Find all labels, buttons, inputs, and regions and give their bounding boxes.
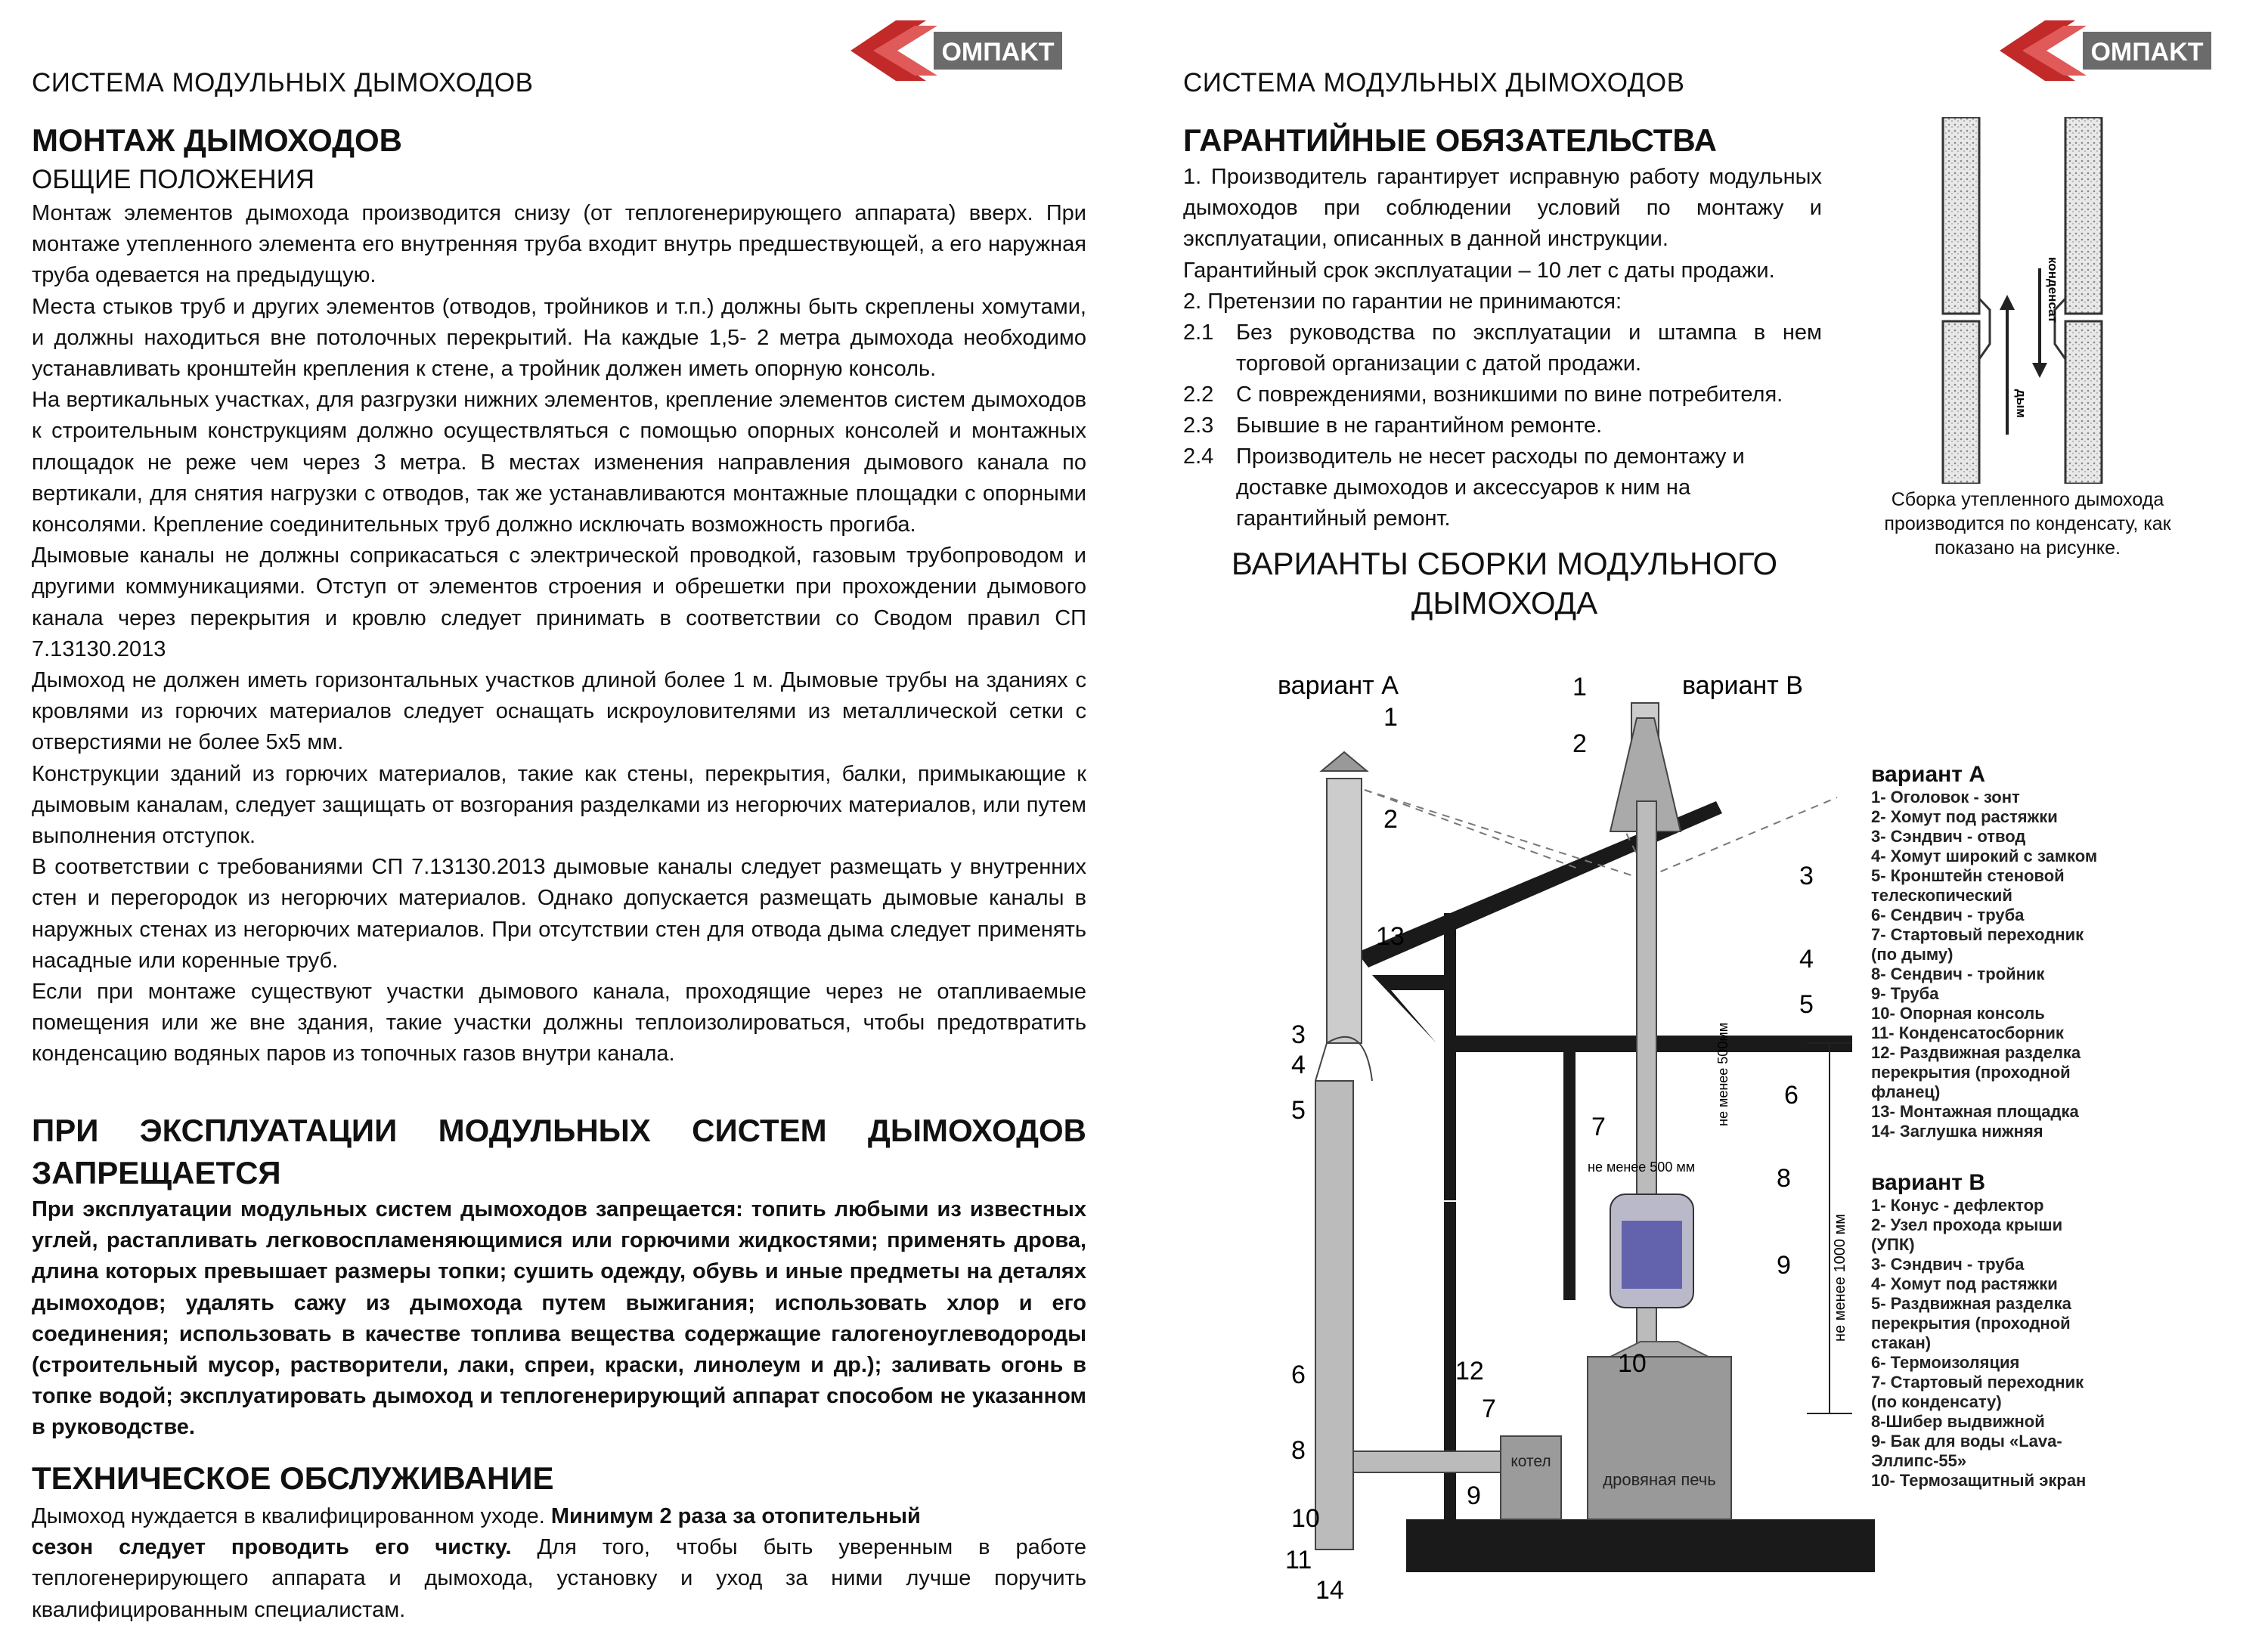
legend-item: 10- Термозащитный экран (1871, 1471, 2087, 1490)
smoke-label: дым (2014, 389, 2028, 418)
kompakt-logo-icon (1992, 17, 2219, 85)
warranty-list (1183, 162, 1822, 534)
maintenance-title: ТЕХНИЧЕСКОЕ ОБСЛУЖИВАНИЕ (32, 1460, 554, 1496)
maintenance-text (32, 1501, 1086, 1626)
variant-b-label: вариант В (1682, 671, 1803, 700)
paragraph: Дымовые каналы не должны соприкасаться с электрической проводкой, газовым трубопроводом и другими коммуникациями. Отступ от элементов строения и обрешетки при прохождении дымового канала через перекрытия и кровлю следует принимать в соответствии со Сводом правил СП 7.13130.2013 (32, 543, 1086, 661)
dim-500-horizontal: не менее 500 мм (1588, 1159, 1696, 1175)
installation-text (32, 198, 1086, 1070)
callout-a-10: 10 (1291, 1504, 1320, 1533)
paragraph: Дымоход не должен иметь горизонтальных участков длиной более 1 м. Дымовые трубы на зданиях с кровлями из горючих материалов следует оснащать искроуловителями из металлической сетки с отверстиями не более 5х5 мм. (32, 668, 1086, 755)
list-item: 2.2 С повреждениями, возникшими по вине потребителя. (1183, 382, 1783, 407)
variant-a-cap (1321, 752, 1367, 771)
callout-b-5: 5 (1799, 990, 1814, 1019)
callout-a-6: 6 (1291, 1361, 1306, 1389)
paragraph: Конструкции зданий из горючих материалов, такие как стены, перекрытия, балки, примыкающие к дымовым каналам, следует защищать от возгорания разделками из негорючих материалов, или путем выполнения отступок. (32, 761, 1086, 849)
maintenance-line1-bold: Минимум 2 раза за отопительный (550, 1504, 921, 1528)
list-item: 2.3 Бывшие в не гарантийном ремонте. (1183, 413, 1603, 438)
callout-a-2: 2 (1383, 805, 1398, 834)
variant-a-pipe (1315, 1081, 1353, 1550)
sandwich-diagram (1935, 117, 2109, 484)
boiler-label: котел (1510, 1453, 1551, 1470)
legend-item: 8-Шибер выдвижной (1871, 1412, 2045, 1431)
legend-b-title: вариант В (1871, 1170, 1985, 1195)
warranty-item-2: 2. Претензии по гарантии не принимаются: (1183, 289, 1622, 314)
callout-b-9: 9 (1777, 1251, 1791, 1280)
callout-b-8: 8 (1777, 1164, 1791, 1193)
sandwich-caption: Сборка утепленного дымохода производится по конденсату, как показано на рисунке. (1884, 489, 2171, 559)
dim-500-vertical: не менее 500мм (1715, 1022, 1730, 1126)
legend-item: 12- Раздвижная разделка перекрытия (проходной фланец) (1871, 1043, 2081, 1101)
callout-b-6: 6 (1784, 1081, 1799, 1110)
legend-item: 1- Конус - дефлектор (1871, 1196, 2044, 1215)
general-provisions-subtitle: ОБЩИЕ ПОЛОЖЕНИЯ (32, 165, 315, 194)
maintenance-line2: Для того, чтобы быть уверенным в работе теплогенерирующего аппарата и дымохода, установку и уход за ними лучше поручить квалифицированным специалистам. (32, 1535, 1086, 1622)
legend-item: 14- Заглушка нижняя (1871, 1122, 2043, 1141)
legend-item: 2- Хомут под растяжки (1871, 807, 2058, 826)
callout-a-5: 5 (1291, 1096, 1306, 1125)
legend-item: 9- Бак для воды «Lava-Эллипс-55» (1871, 1432, 2062, 1470)
callout-a-1: 1 (1383, 703, 1398, 732)
logo-text: OMПAKT (2090, 38, 2204, 67)
assembly-diagram (1255, 658, 1882, 1625)
callout-a-13: 13 (1376, 922, 1405, 951)
callout-b-1: 1 (1572, 673, 1587, 701)
legend-item: 5- Кронштейн стеновой телескопический (1871, 866, 2065, 905)
callout-a-9: 9 (1467, 1481, 1481, 1510)
callout-a-14: 14 (1315, 1576, 1344, 1605)
callout-b-3: 3 (1799, 862, 1814, 890)
legend-item: 9- Труба (1871, 984, 1939, 1003)
variant-a-label: вариант А (1278, 671, 1399, 700)
right-logo (1992, 17, 2219, 85)
legend-a-title: вариант А (1871, 762, 1985, 787)
logo-text: OMПAKT (941, 38, 1055, 67)
callout-a-3: 3 (1291, 1020, 1306, 1049)
paragraph: В соответствии с требованиями СП 7.13130.2013 дымовые каналы следует размещать у внутренних стен и перегородок из негорючих материалов. Однако допускается размещать дымовые каналы в наружных стенах из негорючих материалов. При отсутствии стен для отвода дыма следует применять насадные или коренные труб. (32, 855, 1086, 973)
legend-item: 1- Оголовок - зонт (1871, 788, 2020, 807)
callout-a-7: 7 (1482, 1395, 1496, 1423)
legend-item: 3- Сэндвич - труба (1871, 1255, 2025, 1274)
legend-item: 10- Опорная консоль (1871, 1004, 2045, 1023)
right-section-header: СИСТЕМА МОДУЛЬНЫХ ДЫМОХОДОВ (1183, 68, 1685, 98)
prohibited-text: При эксплуатации модульных систем дымоходов запрещается: топить любыми из известных углей, растапливать легковоспламеняющимися или горючими жидкостями; применять дрова, длина которых превышает размеры топки; сушить одежду, обувь и иные предметы на деталях дымоходов; удалять сажу из дымохода путем выжигания; использовать хлор и его соединения; использовать в качестве топлива вещества содержащие галогеноуглеводороды (строительный мусор, растворители, лаки, спреи, краски, линолеум и др.); заливать огонь в топке водой; эксплуатировать дымоход и теплогенерирующий аппарат способом не указанном в руководстве. (32, 1197, 1086, 1440)
warranty-item-1: 1. Производитель гарантирует исправную работу модульных дымоходов при соблюдении условий по монтажу и эксплуатации, описанных в данной инструкции. (1183, 165, 1822, 252)
legend-item: 2- Узел прохода крыши (УПК) (1871, 1215, 2063, 1254)
legend-item: 7- Стартовый переходник (по дыму) (1871, 925, 2084, 964)
maintenance-line2-bold: сезон следует проводить его чистку. (32, 1535, 512, 1560)
left-section-header: СИСТЕМА МОДУЛЬНЫХ ДЫМОХОДОВ (32, 68, 534, 98)
stove-label: дровяная печь (1603, 1470, 1716, 1489)
legend-item: 11- Конденсатосборник (1871, 1023, 2064, 1042)
legend-item: 8- Сендвич - тройник (1871, 964, 2045, 983)
callout-a-11: 11 (1285, 1546, 1312, 1574)
callout-b-2: 2 (1572, 729, 1587, 758)
legend-item: 6- Термоизоляция (1871, 1353, 2020, 1372)
legend-item: 13- Монтажная площадка (1871, 1102, 2079, 1121)
warranty-title: ГАРАНТИЙНЫЕ ОБЯЗАТЕЛЬСТВА (1183, 122, 1717, 158)
legend-variant-b (1871, 1170, 2098, 1491)
callout-a-8: 8 (1291, 1436, 1306, 1465)
warranty-term: Гарантийный срок эксплуатации – 10 лет с даты продажи. (1183, 258, 1775, 283)
paragraph: Места стыков труб и других элементов (отводов, тройников и т.п.) должны быть скреплены хомутами, и должны находиться вне потолочных перекрытий. На каждые 1,5- 2 метра дымохода необходимо устанавливать кронштейн крепления к стене, а тройник должен иметь опорную консоль. (32, 294, 1086, 382)
kompakt-logo-icon (843, 17, 1070, 85)
boiler (1501, 1436, 1561, 1519)
callout-a-12: 12 (1455, 1357, 1484, 1385)
legend-item: 3- Сэндвич - отвод (1871, 827, 2026, 846)
left-logo (843, 17, 1070, 85)
callout-b-10: 10 (1618, 1349, 1647, 1378)
prohibited-title: ПРИ ЭКСПЛУАТАЦИИ МОДУЛЬНЫХ СИСТЕМ ДЫМОХОДОВ ЗАПРЕЩАЕТСЯ (32, 1113, 1086, 1190)
callout-b-4: 4 (1799, 945, 1814, 974)
legend-item: 5- Раздвижная разделка перекрытия (проходной стакан) (1871, 1294, 2071, 1352)
list-item: 2.4 Производитель не несет расходы по демонтажу и доставке дымоходов и аксессуаров к ним на гарантийный ремонт. (1183, 444, 1745, 531)
legend-item: 4- Хомут под растяжки (1871, 1274, 2058, 1293)
legend-variant-a (1871, 762, 2098, 1141)
maintenance-line1: Дымоход нуждается в квалифицированном уходе. (32, 1504, 551, 1528)
list-item: 2.1 Без руководства по эксплуатации и штампа в нем торговой организации с датой продажи. (1183, 320, 1822, 376)
floor (1406, 1519, 1875, 1572)
stove (1588, 1357, 1731, 1519)
condensate-label: конденсат (2046, 257, 2060, 323)
installation-title: МОНТАЖ ДЫМОХОДОВ (32, 122, 403, 158)
assembly-title: ВАРИАНТЫ СБОРКИ МОДУЛЬНОГО ДЫМОХОДА (1231, 546, 1778, 621)
legend-item: 7- Стартовый переходник (по конденсату) (1871, 1373, 2084, 1411)
paragraph: Монтаж элементов дымохода производится снизу (от теплогенерирующего аппарата) вверх. При монтаже утепленного элемента его внутренняя труба входит внутрь предшествующей, а его наружная труба одевается на предыдущую. (32, 201, 1086, 288)
callout-b-7: 7 (1591, 1113, 1606, 1141)
dim-1000: не менее 1000 мм (1832, 1214, 1848, 1342)
paragraph: Если при монтаже существуют участки дымового канала, проходящие через не отапливаемые помещения или же вне здания, такие участки должны теплоизолироваться, чтобы предотвратить конденсацию водяных паров из топочных газов внутри канала. (32, 980, 1086, 1067)
paragraph: На вертикальных участках, для разгрузки нижних элементов, крепление элементов систем дымоходов к строительным конструкциям должно осуществляться с помощью опорных консолей и монтажных площадок не реже чем через 3 метра. В местах изменения направления дымового канала по вертикали, для снятия нагрузки с отводов, так же устанавливаются монтажные площадки с опорными консолями. Крепление соединительных труб должно исключать возможность прогиба. (32, 388, 1086, 537)
legend-item: 6- Сендвич - труба (1871, 906, 2025, 924)
callout-a-4: 4 (1291, 1051, 1306, 1079)
legend-item: 4- Хомут широкий с замком (1871, 847, 2098, 865)
